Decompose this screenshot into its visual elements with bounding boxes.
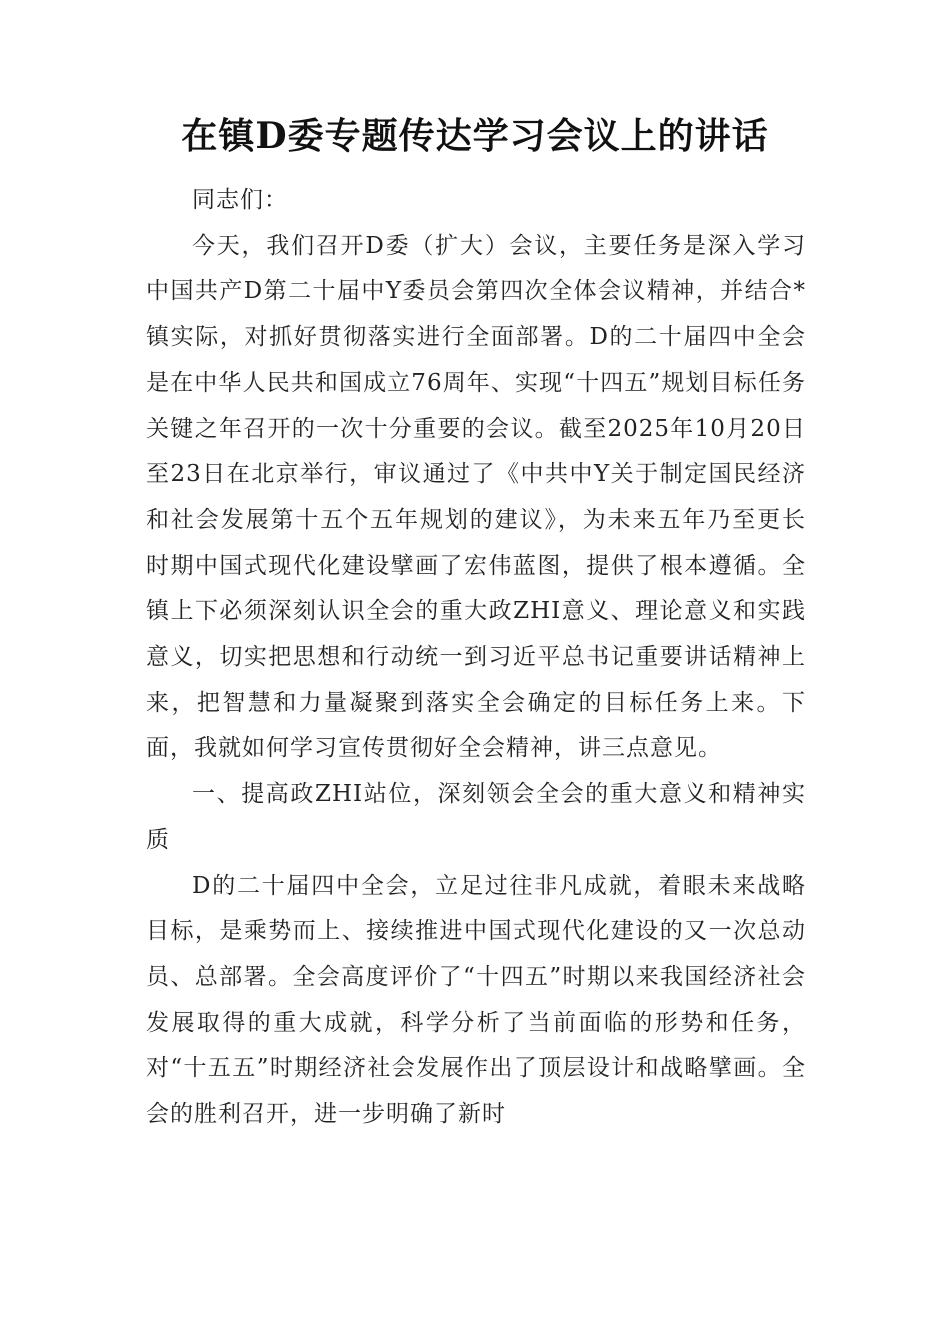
section-heading-1: 一、提高政ZHI站位，深刻领会全会的重大意义和精神实质 [146,781,806,853]
paragraph-intro: 今天，我们召开D委（扩大）会议，主要任务是深入学习中国共产D第二十届中Y委员会第四次全体会议精神，并结合*镇实际，对抓好贯彻落实进行全面部署。D的二十届四中全会是在中华人民共和国成立76周年、实现“十四五”规划目标任务关键之年召开的一次十分重要的会议。截至2025年10月20日至23日在北京举行，审议通过了《中共中Y关于制定国民经济和社会发展第十五个五年规划的建议》，为未来五年乃至更长时期中国式现代化建设擘画了宏伟蓝图，提供了根本遵循。全镇上下必须深刻认识全会的重大政ZHI意义、理论意义和实践意义，切实把思想和行动统一到习近平总书记重要讲话精神上来，把智慧和力量凝聚到落实全会确定的目标任务上来。下面，我就如何学习宣传贯彻好全会精神，讲三点意见。 [146,232,806,762]
document-title: 在镇D委专题传达学习会议上的讲话 [181,115,769,157]
document-body [146,178,806,1138]
salutation: 同志们： [192,187,288,213]
paragraph-section-1: D的二十届四中全会，立足过往非凡成就，着眼未来战略目标，是乘势而上、接续推进中国式现代化建设的又一次总动员、总部署。全会高度评价了“十四五”时期以来我国经济社会发展取得的重大成就，科学分析了当前面临的形势和任务，对“十五五”时期经济社会发展作出了顶层设计和战略擘画。全会的胜利召开，进一步明确了新时 [146,872,806,1128]
